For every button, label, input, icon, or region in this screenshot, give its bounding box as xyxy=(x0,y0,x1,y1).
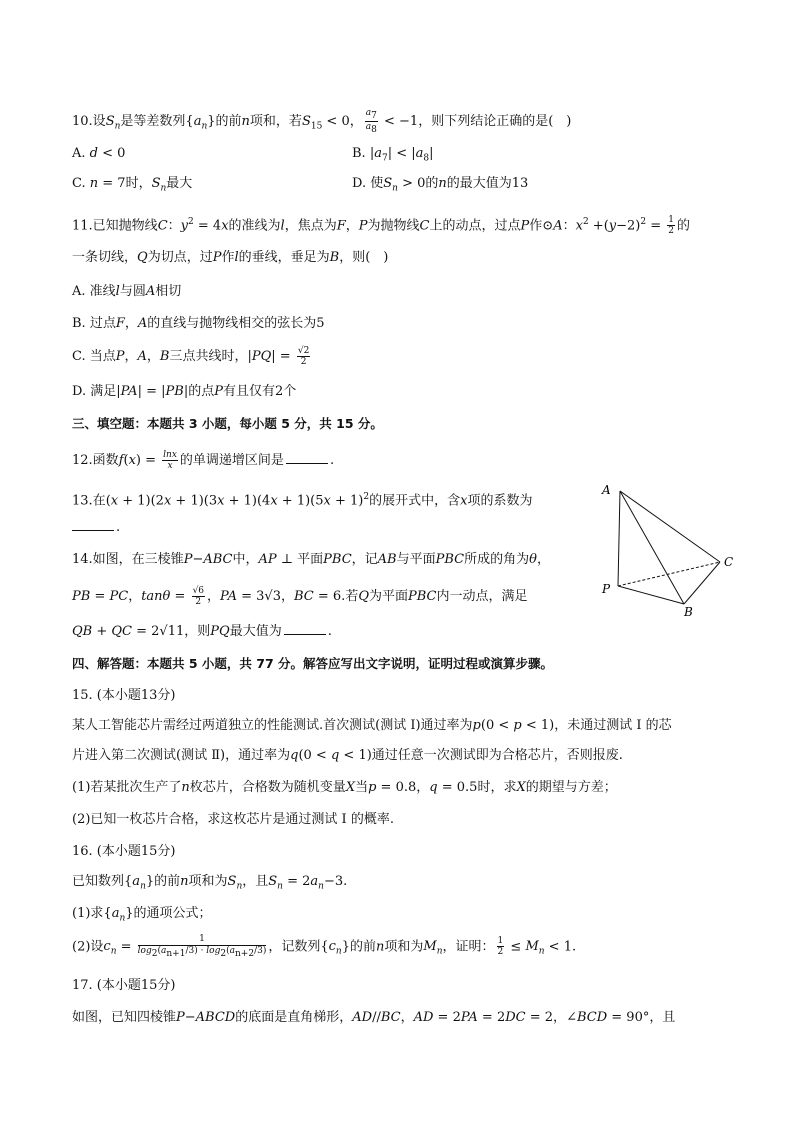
q10-option-c: C. n = 7时，$S_n$最大 xyxy=(72,176,193,194)
q10-option-a: A. d < 0 xyxy=(72,146,126,161)
q14-answer-blank[interactable] xyxy=(284,622,326,635)
edge-ab xyxy=(620,491,684,604)
q14-stem-line2: PB = PC，tanθ = $\frac{√6}{2}$ ，PA = 3√3，BC = 6.若Q为平面PBC内一动点，满足 xyxy=(72,586,528,607)
q11-option-a: A. 准线l与圆A相切 xyxy=(72,284,182,299)
edge-ac xyxy=(620,491,720,562)
q12-answer-blank[interactable] xyxy=(286,451,328,464)
q15-subquestion-2: (2)已知一枚芯片合格，求这枚芯片是通过测试 Ⅰ 的概率. xyxy=(72,812,394,827)
q13-answer-blank[interactable] xyxy=(72,518,114,531)
tetrahedron-figure xyxy=(596,480,746,620)
vertex-label-b: B xyxy=(684,605,693,619)
q17-heading: 17. (本小题15分) xyxy=(72,978,176,993)
q12-stem: 12.函数f(x) = $\frac{\ln x}{x}$ 的单调递增区间是 . xyxy=(72,450,335,471)
q10-option-d: D. 使$S_n > 0$的n的最大值为13 xyxy=(352,176,529,194)
edge-pb xyxy=(618,586,684,604)
q13-stem: 13.在$(x + 1)(2x + 1)(3x + 1)(4x + 1)(5x + 1)^2$的展开式中，含x项的系数为 xyxy=(72,492,533,509)
q13-answer-line: . xyxy=(72,518,120,538)
edge-pc-hidden xyxy=(618,562,720,586)
q11-stem-line1: 11.已知抛物线C：$y^2 = 4x$的准线为l，焦点为F，P为抛物线C上的动点，过点P作⊙A：$x^2 +(y-2)^2$ = $\frac{1}{2}$ 的 xyxy=(72,215,691,237)
q15-paragraph-line1: 某人工智能芯片需经过两道独立的性能测试.首次测试(测试 Ⅰ)通过率为p(0 < p < 1)，未通过测试 Ⅰ 的芯 xyxy=(72,718,672,733)
vertex-label-a: A xyxy=(602,483,611,497)
q17-paragraph: 如图，已知四棱锥P−ABCD的底面是直角梯形，AD//BC，AD = 2PA = 2DC = 2，∠BCD = 90°，且 xyxy=(72,1010,676,1025)
q16-paragraph: 已知数列$\{a_n\}$的前n项和为$S_n$，且$S_n = 2a_n-3$. xyxy=(72,874,348,892)
vertex-label-p: P xyxy=(602,582,611,596)
q16-heading: 16. (本小题15分) xyxy=(72,844,176,859)
q14-stem-line3: QB + QC = 2√11，则PQ最大值为 . xyxy=(72,624,332,639)
section-4-heading: 四、解答题：本题共 5 小题，共 77 分。解答应写出文字说明，证明过程或演算步骤。 xyxy=(72,656,554,671)
q15-subquestion-1: (1)若某批次生产了n枚芯片，合格数为随机变量X当p = 0.8，q = 0.5时，求X的期望与方差； xyxy=(72,780,617,795)
q11-option-b: B. 过点F，A的直线与抛物线相交的弦长为5 xyxy=(72,316,325,331)
section-3-heading: 三、填空题：本题共 3 小题，每小题 5 分，共 15 分。 xyxy=(72,416,383,431)
edge-bc xyxy=(684,562,720,604)
q11-option-c: C. 当点P，A，B三点共线时，|PQ| = $\frac{√2}{2}$ xyxy=(72,346,310,367)
q16-subquestion-2: (2)设$c_n$ = $\frac{1}{\log_2(a_{n+1}/3) \cdot \log_2(a_{n+2}/3)}$ ，记数列$\{c_n\}$的前n项和为$M_n$，证明： $\frac{1}{2}$ ≤ $M_n < 1$. xyxy=(72,934,577,959)
q16-subquestion-1: (1)求$\{a_n\}$的通项公式； xyxy=(72,906,212,924)
edge-ap xyxy=(618,491,620,586)
q10-stem: 10.设$S_n$是等差数列$\{a_n\}$的前n项和，若$S_{15} < 0$， $\frac{a_7}{a_8}$ < −1，则下列结论正确的是( ) xyxy=(72,108,572,135)
q15-heading: 15. (本小题13分) xyxy=(72,688,176,703)
q10-option-b: B. $|a_7| < |a_8|$ xyxy=(352,146,434,164)
q11-option-d: D. 满足|PA| = |PB|的点P有且仅有2个 xyxy=(72,384,297,399)
figure-edges xyxy=(618,491,720,604)
q11-stem-line2: 一条切线，Q为切点，过P作l的垂线，垂足为B，则( ) xyxy=(72,250,389,265)
q14-stem-line1: 14.如图，在三棱锥P−ABC中，AP ⊥ 平面PBC，记AB与平面PBC所成的角为θ， xyxy=(72,552,550,567)
vertex-label-c: C xyxy=(724,555,734,569)
q15-paragraph-line2: 片进入第二次测试(测试 Ⅱ)，通过率为q(0 < q < 1)通过任意一次测试即为合格芯片，否则报废. xyxy=(72,748,623,763)
